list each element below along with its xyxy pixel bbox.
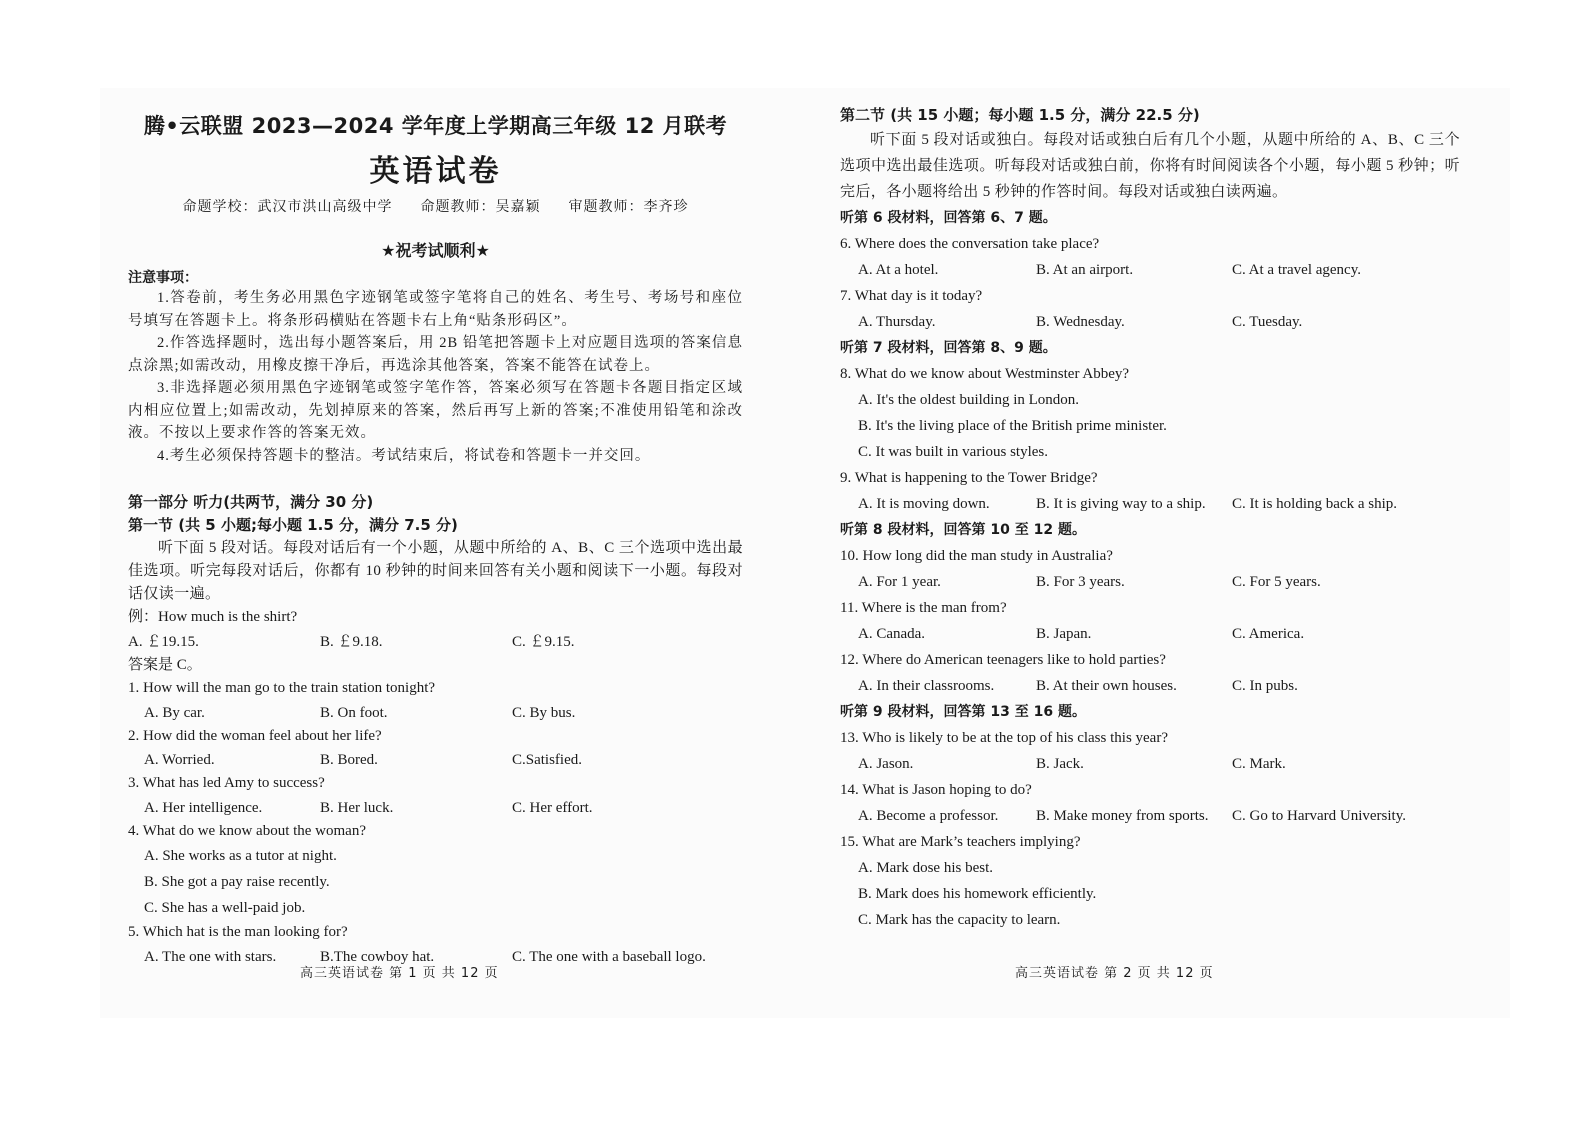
option-a: A. Become a professor.	[858, 808, 999, 824]
question-14: 14. What is Jason hoping to do?	[840, 782, 1032, 798]
option-b: B. Make money from sports.	[1036, 808, 1209, 824]
option-a: A. Worried.	[144, 752, 215, 768]
question-3: 3. What has led Amy to success?	[128, 775, 325, 791]
page-2-footer: 高三英语试卷 第 2 页 共 12 页	[1015, 966, 1214, 981]
page-1-footer: 高三英语试卷 第 1 页 共 12 页	[300, 966, 499, 981]
option-b: B. For 3 years.	[1036, 574, 1125, 590]
question-1: 1. How will the man go to the train station tonight?	[128, 680, 436, 696]
option-b: B. On foot.	[320, 704, 388, 721]
option-a: A. Jason.	[858, 756, 914, 772]
group-heading: 听第 8 段材料，回答第 10 至 12 题。	[840, 522, 1086, 538]
option-b: B.The cowboy hat.	[320, 948, 435, 965]
option-b: B. Mark does his homework efficiently.	[858, 886, 1097, 902]
option-a: A. In their classrooms.	[858, 678, 995, 694]
question-1-options	[128, 701, 743, 725]
question-2: 2. How did the woman feel about her life?	[128, 727, 382, 744]
option-c: C. America.	[1232, 626, 1305, 642]
option-a: A. She works as a tutor at night.	[144, 848, 337, 864]
subject-title: 英语试卷	[369, 154, 502, 189]
group-heading: 听第 7 段材料，回答第 8、9 题。	[840, 340, 1057, 356]
section2-heading: 第二节 (共 15 小题；每小题 1.5 分，满分 22.5 分)	[840, 106, 1200, 124]
option-a: A. Canada.	[858, 626, 926, 642]
option-c: C. It was built in various styles.	[858, 444, 1048, 460]
option-c: C. The one with a baseball logo.	[512, 948, 706, 965]
option-c: C. For 5 years.	[1232, 574, 1321, 590]
option-a: A. It is moving down.	[858, 496, 990, 512]
exam-title: 腾•云联盟 2023—2024 学年度上学期高三年级 12 月联考	[143, 114, 728, 138]
question-10-options	[840, 569, 1460, 595]
question-9-options	[840, 491, 1460, 517]
option-c: C. At a travel agency.	[1232, 262, 1361, 278]
option-c: C. Tuesday.	[1232, 314, 1303, 330]
option-b: B. Bored.	[320, 752, 378, 768]
question-2-options	[128, 748, 743, 772]
question-15: 15. What are Mark’s teachers implying?	[840, 834, 1081, 850]
question-11-options	[840, 621, 1460, 647]
option-b: B. ￡9.18.	[320, 633, 383, 650]
notice-item: 1.答卷前，考生务必用黑色字迹钢笔或签字笔将自己的姓名、考生号、考场号和座位号填写在答题卡上。将条形码横贴在答题卡右上角“贴条形码区”。	[128, 290, 743, 329]
school-credit: 命题学校：武汉市洪山高级中学	[182, 200, 393, 215]
notice-heading: 注意事项：	[128, 270, 198, 286]
option-b: B. At an airport.	[1036, 262, 1134, 278]
option-b: B. She got a pay raise recently.	[144, 874, 330, 890]
notice-item: 3.非选择题必须用黑色字迹钢笔或签字笔作答，答案必须写在答题卡各题目指定区域内相应位置上;如需改动，先划掉原来的答案，然后再写上新的答案;不准使用铅笔和涂改液。不按以上要求作答的答案无效。	[128, 380, 743, 441]
notice-item: 2.作答选择题时，选出每小题答案后，用 2B 铅笔把答题卡上对应题目选项的答案信息点涂黑;如需改动，用橡皮擦干净后，再选涂其他答案，答案不能答在试卷上。	[128, 335, 743, 374]
option-a: A. ￡19.15.	[128, 633, 199, 650]
question-9: 9. What is happening to the Tower Bridge?	[840, 470, 1098, 486]
option-b: B. At their own houses.	[1036, 678, 1177, 694]
question-6-options	[840, 257, 1460, 283]
group-heading: 听第 6 段材料，回答第 6、7 题。	[840, 210, 1057, 226]
option-c: C. Mark has the capacity to learn.	[858, 912, 1061, 928]
good-luck-banner: ★祝考试顺利★	[381, 241, 490, 260]
question-6: 6. Where does the conversation take place?	[840, 236, 1100, 252]
example-question: 例：How much is the shirt?	[128, 609, 298, 625]
question-10: 10. How long did the man study in Australia?	[840, 548, 1113, 564]
question-4-options	[128, 843, 743, 921]
notice-item: 4.考生必须保持答题卡的整洁。考试结束后，将试卷和答题卡一并交回。	[157, 447, 651, 464]
question-13: 13. Who is likely to be at the top of his class this year?	[840, 730, 1168, 746]
question-8-options	[840, 387, 1460, 465]
question-8: 8. What do we know about Westminster Abbey?	[840, 366, 1130, 382]
option-b: B. Jack.	[1036, 756, 1084, 772]
option-a: A. Mark dose his best.	[858, 860, 993, 876]
question-15-options	[840, 855, 1460, 933]
example-options	[128, 630, 743, 654]
question-7-options	[840, 309, 1460, 335]
option-a: A. The one with stars.	[144, 948, 277, 965]
option-c: C. In pubs.	[1232, 678, 1298, 694]
option-b: B. It is giving way to a ship.	[1036, 496, 1206, 512]
option-c: C.Satisfied.	[512, 752, 582, 768]
question-4: 4. What do we know about the woman?	[128, 822, 367, 839]
option-b: B. Her luck.	[320, 799, 394, 816]
option-b: B. It's the living place of the British prime minister.	[858, 418, 1167, 434]
option-a: A. By car.	[144, 704, 205, 721]
option-c: C. It is holding back a ship.	[1232, 496, 1397, 512]
question-11: 11. Where is the man from?	[840, 600, 1007, 616]
option-c: C. Her effort.	[512, 799, 593, 816]
option-b: B. Japan.	[1036, 626, 1092, 642]
option-c: C. She has a well-paid job.	[144, 900, 306, 916]
example-answer: 答案是 C。	[128, 656, 202, 673]
question-12: 12. Where do American teenagers like to hold parties?	[840, 652, 1166, 668]
exam-credits	[128, 196, 743, 216]
question-3-options	[128, 796, 743, 820]
option-a: A. Thursday.	[858, 314, 936, 330]
option-a: A. At a hotel.	[858, 262, 939, 278]
option-c: C. ￡9.15.	[512, 633, 575, 650]
question-13-options	[840, 751, 1460, 777]
option-a: A. For 1 year.	[858, 574, 941, 590]
option-b: B. Wednesday.	[1036, 314, 1125, 330]
page-1	[128, 100, 743, 969]
section2-instructions: 听下面 5 段对话或独白。每段对话或独白后有几个小题，从题中所给的 A、B、C 三个选项中选出最佳选项。听每段对话或独白前，你将有时间阅读各个小题，每小题 5 秒钟；听完后，各小题将给出 5 秒钟的作答时间。每段对话或独白读两遍。	[840, 132, 1460, 200]
option-a: A. Her intelligence.	[144, 799, 263, 816]
question-14-options	[840, 803, 1460, 829]
group-heading: 听第 9 段材料，回答第 13 至 16 题。	[840, 704, 1086, 720]
option-c: C. By bus.	[512, 704, 576, 721]
option-c: C. Mark.	[1232, 756, 1286, 772]
question-5: 5. Which hat is the man looking for?	[128, 924, 348, 940]
part1-heading: 第一部分 听力(共两节，满分 30 分)	[128, 493, 374, 511]
page-2	[840, 104, 1460, 933]
question-12-options	[840, 673, 1460, 699]
notice-block	[128, 267, 743, 467]
option-a: A. It's the oldest building in London.	[858, 392, 1080, 408]
option-c: C. Go to Harvard University.	[1232, 808, 1406, 824]
section1-heading: 第一节 (共 5 小题;每小题 1.5 分，满分 7.5 分)	[128, 516, 458, 534]
question-7: 7. What day is it today?	[840, 288, 983, 304]
reviewer-credit: 审题教师：李齐珍	[568, 200, 689, 215]
author-credit: 命题教师：吴嘉颖	[420, 200, 541, 215]
section1-instructions: 听下面 5 段对话。每段对话后有一个小题，从题中所给的 A、B、C 三个选项中选出最佳选项。听完每段对话后，你都有 10 秒钟的时间来回答有关小题和阅读下一小题。每段对话仅读一遍。	[128, 540, 743, 602]
